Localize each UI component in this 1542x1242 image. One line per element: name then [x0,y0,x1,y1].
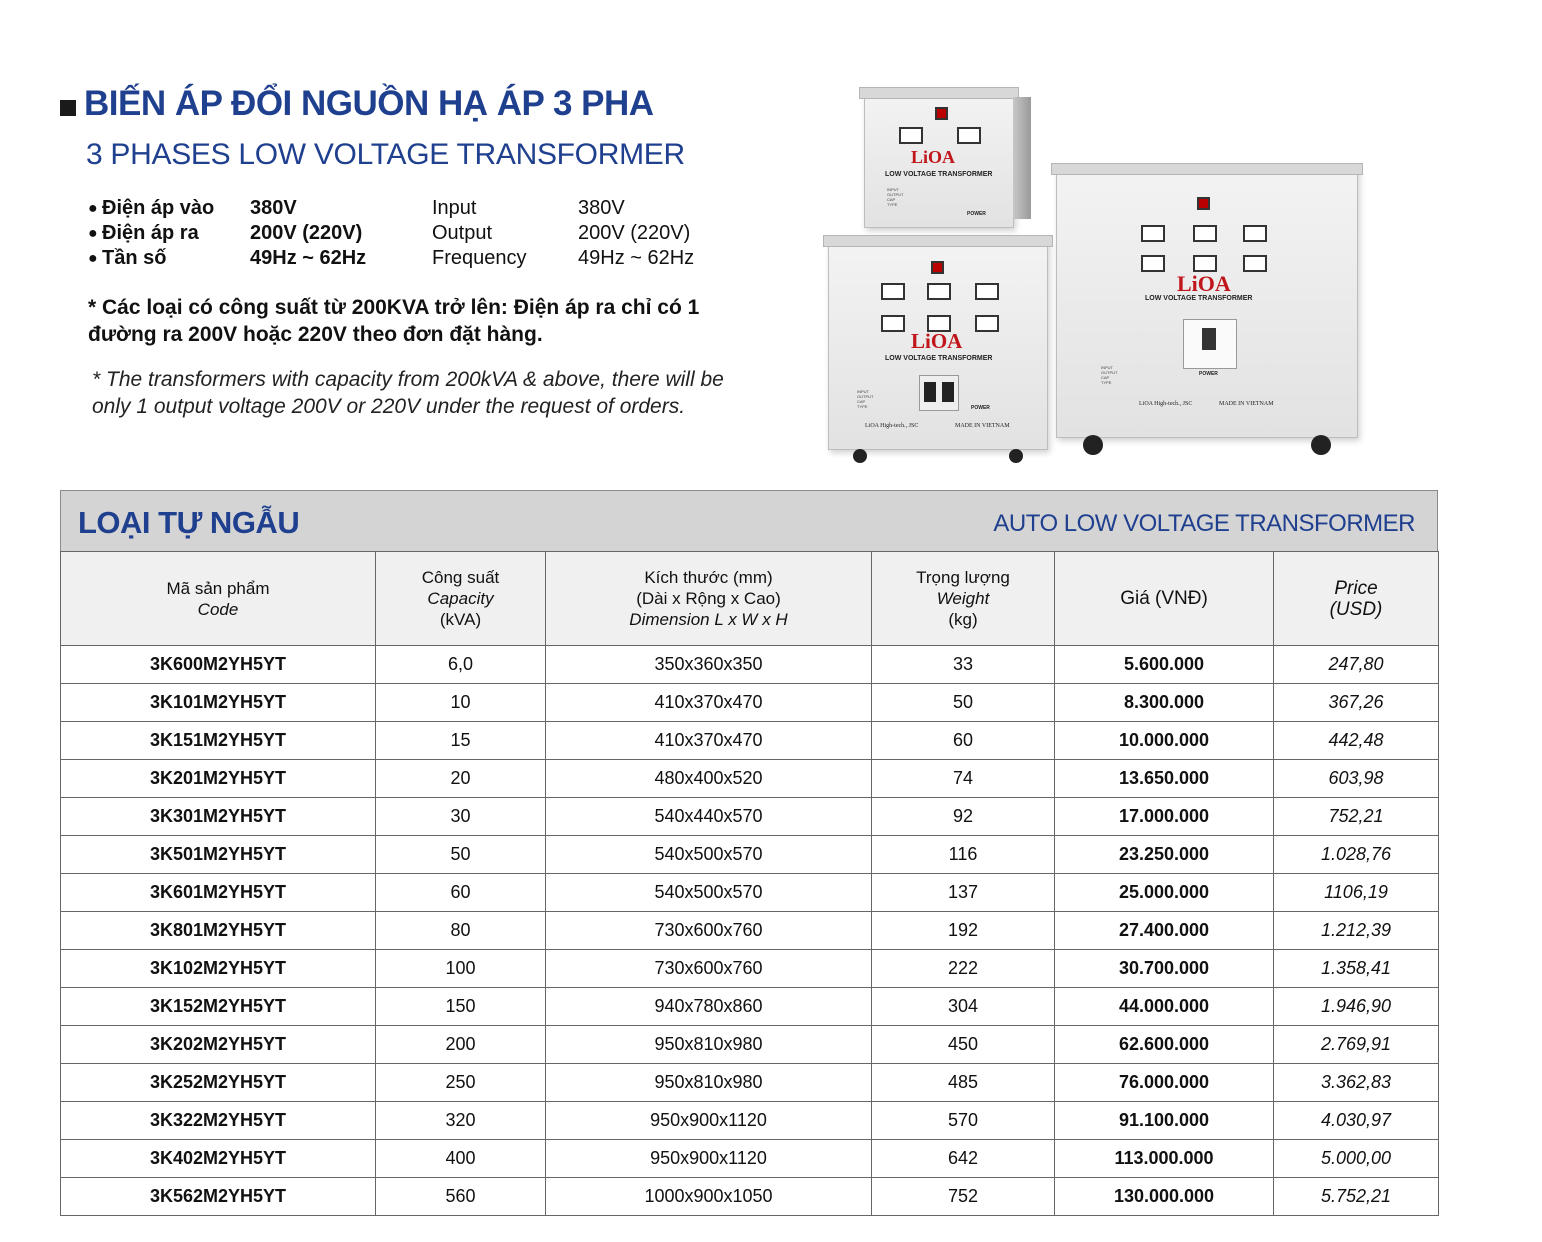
nameplate: INPUT OUTPUT CAP TYPE [887,187,904,207]
meter-icon [1141,255,1165,272]
product-label: LOW VOLTAGE TRANSFORMER [885,171,993,178]
cell-usd: 1.212,39 [1274,912,1439,950]
wheel-icon [1009,449,1023,463]
breaker-switch [1183,319,1237,369]
cell-capacity: 320 [376,1102,546,1140]
cell-dimension: 950x810x980 [546,1026,872,1064]
cell-dimension: 410x370x470 [546,684,872,722]
cell-capacity: 30 [376,798,546,836]
cell-weight: 570 [872,1102,1055,1140]
cell-vnd: 17.000.000 [1055,798,1274,836]
cell-weight: 137 [872,874,1055,912]
cell-weight: 752 [872,1178,1055,1216]
spec-list [88,196,728,271]
cell-capacity: 20 [376,760,546,798]
cell-dimension: 950x900x1120 [546,1102,872,1140]
transformer-cabinet-medium [828,240,1048,450]
spec-en-value: 200V (220V) [578,222,691,244]
cell-capacity: 50 [376,836,546,874]
breaker-switch [919,375,959,411]
cell-vnd: 44.000.000 [1055,988,1274,1026]
cell-capacity: 100 [376,950,546,988]
meter-icon [1193,255,1217,272]
cell-dimension: 950x810x980 [546,1064,872,1102]
column-header-row [61,552,1439,646]
cell-weight: 642 [872,1140,1055,1178]
spec-en-value: 380V [578,197,625,219]
table-row [61,874,1439,912]
cell-capacity: 15 [376,722,546,760]
cabinet-lid [859,87,1019,99]
power-label: POWER [967,211,986,217]
cell-vnd: 27.400.000 [1055,912,1274,950]
cell-vnd: 62.600.000 [1055,1026,1274,1064]
cell-vnd: 91.100.000 [1055,1102,1274,1140]
cabinet-lid [1051,163,1363,175]
cell-dimension: 540x500x570 [546,836,872,874]
cell-dimension: 950x900x1120 [546,1140,872,1178]
spec-row [88,196,728,221]
cell-weight: 485 [872,1064,1055,1102]
col-capacity: Công suất Capacity (kVA) [376,552,546,646]
cabinet-side [1013,97,1031,219]
spec-row [88,221,728,246]
cell-weight: 33 [872,646,1055,684]
cell-usd: 1.358,41 [1274,950,1439,988]
cell-weight: 60 [872,722,1055,760]
spec-en-value: 49Hz ~ 62Hz [578,247,695,269]
meter-icon [1243,255,1267,272]
cell-vnd: 13.650.000 [1055,760,1274,798]
cell-capacity: 150 [376,988,546,1026]
table-row [61,722,1439,760]
cell-usd: 1.028,76 [1274,836,1439,874]
table-row [61,836,1439,874]
bullet-icon: ● [88,224,98,242]
maker-label: LiOA High-tech., JSC [1139,401,1193,407]
cell-vnd: 25.000.000 [1055,874,1274,912]
cell-weight: 116 [872,836,1055,874]
cell-code: 3K102M2YH5YT [61,950,376,988]
cell-vnd: 113.000.000 [1055,1140,1274,1178]
spec-vi-value: 380V [250,197,297,219]
cell-usd: 1.946,90 [1274,988,1439,1026]
price-table [60,490,1438,1216]
cell-capacity: 80 [376,912,546,950]
transformer-cabinet-small [864,92,1014,228]
spec-vi-value: 49Hz ~ 62Hz [250,247,367,269]
table-row [61,912,1439,950]
cell-usd: 1106,19 [1274,874,1439,912]
meter-icon [927,283,951,300]
meter-icon [1193,225,1217,242]
page-title [60,84,654,124]
cell-dimension: 540x440x570 [546,798,872,836]
cell-usd: 5.000,00 [1274,1140,1439,1178]
cell-usd: 752,21 [1274,798,1439,836]
cell-code: 3K152M2YH5YT [61,988,376,1026]
table-row [61,1064,1439,1102]
cell-capacity: 200 [376,1026,546,1064]
title-vietnamese: BIẾN ÁP ĐỔI NGUỒN HẠ ÁP 3 PHA [84,84,654,123]
meter-icon [1243,225,1267,242]
square-bullet-icon [60,100,76,116]
cell-usd: 5.752,21 [1274,1178,1439,1216]
spec-en-label: Output [432,222,493,244]
col-price-vnd: Giá (VNĐ) [1055,552,1274,646]
cell-dimension: 410x370x470 [546,722,872,760]
cell-code: 3K501M2YH5YT [61,836,376,874]
table-header-bar [60,490,1438,551]
cell-code: 3K202M2YH5YT [61,1026,376,1064]
brand-logo: LiOA [911,147,956,167]
cell-dimension: 540x500x570 [546,874,872,912]
cell-code: 3K402M2YH5YT [61,1140,376,1178]
spec-vi-value: 200V (220V) [250,222,363,244]
made-in-label: MADE IN VIETNAM [955,423,1010,429]
cell-code: 3K601M2YH5YT [61,874,376,912]
table-row [61,988,1439,1026]
table-body [61,646,1439,1216]
cell-code: 3K600M2YH5YT [61,646,376,684]
spec-row [88,246,728,271]
cell-code: 3K301M2YH5YT [61,798,376,836]
meter-icon [975,315,999,332]
product-photo [812,80,1392,460]
cell-code: 3K322M2YH5YT [61,1102,376,1140]
table-row [61,760,1439,798]
power-label: POWER [1199,371,1218,377]
meter-icon [975,283,999,300]
cell-weight: 450 [872,1026,1055,1064]
cell-weight: 50 [872,684,1055,722]
bullet-icon: ● [88,249,98,267]
note-vietnamese: * Các loại có công suất từ 200KVA trở lên: Điện áp ra chỉ có 1 đường ra 200V hoặc 220V theo đơn đặt hàng. [88,296,700,346]
cell-capacity: 250 [376,1064,546,1102]
meter-icon [957,127,981,144]
spec-en-label: Frequency [432,247,527,269]
col-code: Mã sản phẩm Code [61,552,376,646]
product-label: LOW VOLTAGE TRANSFORMER [1145,295,1253,302]
cell-dimension: 1000x900x1050 [546,1178,872,1216]
power-led-icon [1197,197,1210,210]
table-title-en: AUTO LOW VOLTAGE TRANSFORMER [993,510,1415,537]
cell-dimension: 940x780x860 [546,988,872,1026]
cell-weight: 304 [872,988,1055,1026]
cell-weight: 192 [872,912,1055,950]
table-title-vi: LOẠI TỰ NGẪU [78,505,300,540]
spec-vi-label: Tần số [102,247,167,269]
bullet-icon: ● [88,199,98,217]
spec-en-label: Input [432,197,477,219]
power-led-icon [931,261,944,274]
cell-vnd: 8.300.000 [1055,684,1274,722]
cell-vnd: 76.000.000 [1055,1064,1274,1102]
cell-capacity: 6,0 [376,646,546,684]
cell-usd: 603,98 [1274,760,1439,798]
cell-capacity: 10 [376,684,546,722]
col-dimension: Kích thước (mm) (Dài x Rộng x Cao) Dimension L x W x H [546,552,872,646]
cell-vnd: 10.000.000 [1055,722,1274,760]
table-row [61,1026,1439,1064]
table-row [61,798,1439,836]
brand-logo: LiOA [1177,271,1231,296]
meter-icon [881,315,905,332]
cell-dimension: 350x360x350 [546,646,872,684]
cell-code: 3K562M2YH5YT [61,1178,376,1216]
col-weight: Trọng lượng Weight (kg) [872,552,1055,646]
table-row [61,646,1439,684]
table-row [61,1140,1439,1178]
note-english: * The transformers with capacity from 200kVA & above, there will be only 1 output voltage 200V or 220V under the request of orders. [92,368,724,418]
table-row [61,684,1439,722]
maker-label: LiOA High-tech., JSC [865,423,919,429]
transformer-cabinet-large [1056,168,1358,438]
spec-vi-label: Điện áp ra [102,222,199,244]
cell-weight: 74 [872,760,1055,798]
cell-usd: 367,26 [1274,684,1439,722]
title-english: 3 PHASES LOW VOLTAGE TRANSFORMER [86,138,685,171]
made-in-label: MADE IN VIETNAM [1219,401,1274,407]
cell-capacity: 60 [376,874,546,912]
spec-vi-label: Điện áp vào [102,197,215,219]
product-label: LOW VOLTAGE TRANSFORMER [885,355,993,362]
meter-icon [881,283,905,300]
cell-weight: 222 [872,950,1055,988]
wheel-icon [1083,435,1103,455]
cell-vnd: 130.000.000 [1055,1178,1274,1216]
cell-code: 3K801M2YH5YT [61,912,376,950]
cell-code: 3K252M2YH5YT [61,1064,376,1102]
cell-usd: 4.030,97 [1274,1102,1439,1140]
cell-code: 3K101M2YH5YT [61,684,376,722]
cell-usd: 247,80 [1274,646,1439,684]
cell-usd: 442,48 [1274,722,1439,760]
cell-capacity: 560 [376,1178,546,1216]
cell-dimension: 730x600x760 [546,950,872,988]
power-label: POWER [971,405,990,411]
wheel-icon [853,449,867,463]
cell-capacity: 400 [376,1140,546,1178]
cell-vnd: 5.600.000 [1055,646,1274,684]
brand-logo: LiOA [911,329,963,353]
cell-code: 3K151M2YH5YT [61,722,376,760]
wheel-icon [1311,435,1331,455]
table-row [61,1102,1439,1140]
cell-weight: 92 [872,798,1055,836]
meter-icon [1141,225,1165,242]
table-row [61,950,1439,988]
power-led-icon [935,107,948,120]
cell-dimension: 480x400x520 [546,760,872,798]
cell-usd: 2.769,91 [1274,1026,1439,1064]
col-price-usd: Price (USD) [1274,552,1439,646]
price-grid [60,551,1439,1216]
meter-icon [899,127,923,144]
cell-dimension: 730x600x760 [546,912,872,950]
cell-code: 3K201M2YH5YT [61,760,376,798]
table-row [61,1178,1439,1216]
nameplate: INPUT OUTPUT CAP TYPE [857,389,874,409]
cabinet-lid [823,235,1053,247]
cell-usd: 3.362,83 [1274,1064,1439,1102]
cell-vnd: 30.700.000 [1055,950,1274,988]
cell-vnd: 23.250.000 [1055,836,1274,874]
nameplate: INPUT OUTPUT CAP TYPE [1101,365,1118,385]
